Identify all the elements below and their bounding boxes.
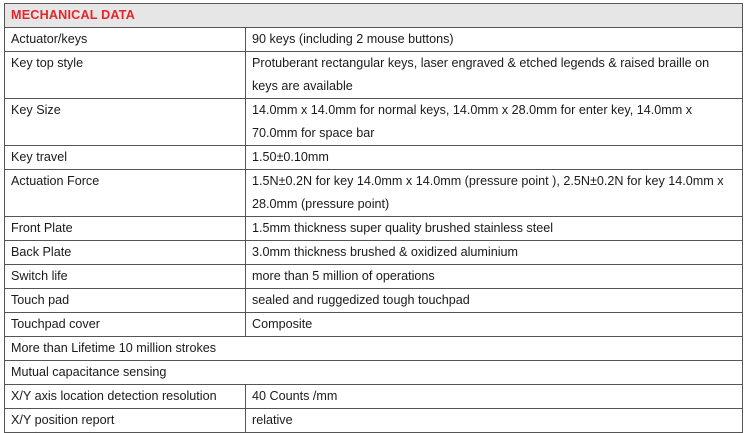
table-row-back-plate <box>5 241 743 265</box>
row-value: 1.5mm thickness super quality brushed stainless steel <box>246 217 743 241</box>
table-row-key-size <box>5 99 743 146</box>
row-label: Actuator/keys <box>5 28 246 52</box>
mechanical-data-table <box>4 3 743 433</box>
table-row-lifetime-strokes <box>5 337 743 361</box>
row-value: 14.0mm x 14.0mm for normal keys, 14.0mm x 28.0mm for enter key, 14.0mm x 70.0mm for space bar <box>246 99 743 146</box>
row-label: Touchpad cover <box>5 313 246 337</box>
table-row-switch-life <box>5 265 743 289</box>
row-value: 90 keys (including 2 mouse buttons) <box>246 28 743 52</box>
row-label: X/Y axis location detection resolution <box>5 385 246 409</box>
row-label: Switch life <box>5 265 246 289</box>
mechanical-data-sheet <box>4 3 742 433</box>
row-label: Front Plate <box>5 217 246 241</box>
row-label: Back Plate <box>5 241 246 265</box>
row-value: 1.50±0.10mm <box>246 146 743 170</box>
row-label: Actuation Force <box>5 170 246 217</box>
table-row-key-travel <box>5 146 743 170</box>
table-row-front-plate <box>5 217 743 241</box>
row-label: Touch pad <box>5 289 246 313</box>
row-value: Composite <box>246 313 743 337</box>
row-label: Key Size <box>5 99 246 146</box>
row-label: Key travel <box>5 146 246 170</box>
table-row-touchpad-cover <box>5 313 743 337</box>
full-row-text: Mutual capacitance sensing <box>5 361 743 385</box>
table-header-row <box>5 4 743 28</box>
row-value: sealed and ruggedized tough touchpad <box>246 289 743 313</box>
table-row-key-top-style <box>5 52 743 99</box>
table-row-actuator-keys <box>5 28 743 52</box>
table-row-touch-pad <box>5 289 743 313</box>
row-value: 40 Counts /mm <box>246 385 743 409</box>
table-row-position-report <box>5 409 743 433</box>
table-row-capacitance-sensing <box>5 361 743 385</box>
full-row-text: More than Lifetime 10 million strokes <box>5 337 743 361</box>
section-title: MECHANICAL DATA <box>5 4 743 28</box>
table-row-actuation-force <box>5 170 743 217</box>
row-label: X/Y position report <box>5 409 246 433</box>
row-value: 3.0mm thickness brushed & oxidized aluminium <box>246 241 743 265</box>
row-value: more than 5 million of operations <box>246 265 743 289</box>
row-value: 1.5N±0.2N for key 14.0mm x 14.0mm (pressure point ), 2.5N±0.2N for key 14.0mm x 28.0mm (pressure point) <box>246 170 743 217</box>
row-value: Protuberant rectangular keys, laser engraved & etched legends & raised braille on keys are available <box>246 52 743 99</box>
row-value: relative <box>246 409 743 433</box>
table-row-detection-resolution <box>5 385 743 409</box>
row-label: Key top style <box>5 52 246 99</box>
